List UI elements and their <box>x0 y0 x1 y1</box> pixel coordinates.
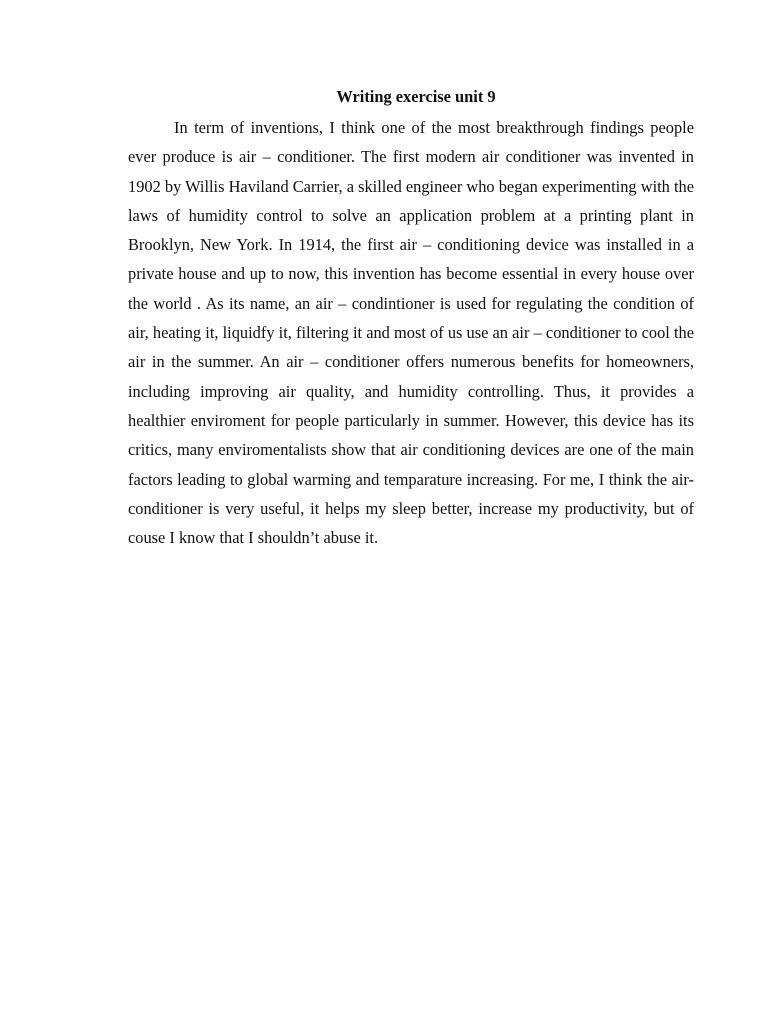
document-title: Writing exercise unit 9 <box>336 87 496 106</box>
document-content <box>128 85 694 552</box>
document-paragraph: In term of inventions, I think one of the most breakthrough findings people ever produce is air – conditioner. The first modern air conditioner was invented in 1902 by Willis Haviland Carrier, a skilled engineer who began experimenting with the laws of humidity control to solve an application problem at a printing plant in Brooklyn, New York. In 1914, the first air – conditioning device was installed in a private house and up to now, this invention has become essential in every house over the world . As its name, an air – condintioner is used for regulating the condition of air, heating it, liquidfy it, filtering it and most of us use an air – conditioner to cool the air in the summer. An air – conditioner offers numerous benefits for homeowners, including improving air quality, and humidity controlling. Thus, it provides a healthier enviroment for people particularly in summer. However, this device has its critics, many enviromentalists show that air conditioning devices are one of the main factors leading to global warming and temparature increasing. For me, I think the air-conditioner is very useful, it helps my sleep better, increase my productivity, but of couse I know that I shouldn’t abuse it. <box>128 118 694 548</box>
